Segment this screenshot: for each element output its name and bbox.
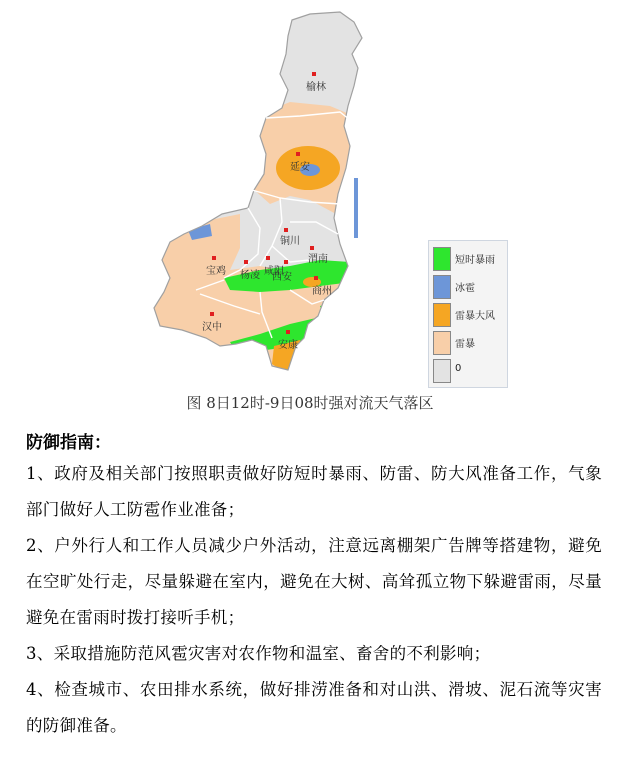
city-marker-xianyang [266, 256, 270, 260]
city-marker-shangzhou [314, 276, 318, 280]
guide-paragraph-2: 2、户外行人和工作人员减少户外活动，注意远离棚架广告牌等搭建物，避免在空旷处行走，尽量躲避在室内，避免在大树、高耸孤立物下躲避雷雨，尽量避免在雷雨时拨打接听手机； [26, 536, 602, 627]
guide-paragraph-4: 4、检查城市、农田排水系统，做好排涝准备和对山洪、滑坡、泥石流等灾害的防御准备。 [26, 680, 602, 735]
legend-label: 雷暴 [455, 339, 475, 350]
city-marker-xian [284, 260, 288, 264]
city-label-xian: 西安 [272, 272, 292, 283]
city-label-yangling: 杨凌 [240, 270, 260, 281]
city-label-baoji: 宝鸡 [206, 266, 226, 277]
city-label-shangzhou: 商州 [312, 286, 332, 297]
legend-label: 短时暴雨 [455, 255, 495, 266]
legend-label: 雷暴大风 [455, 311, 495, 322]
legend-swatch [433, 303, 451, 327]
legend-swatch [433, 247, 451, 271]
city-marker-ankang [286, 330, 290, 334]
legend-swatch [433, 359, 451, 383]
city-label-ankang: 安康 [278, 340, 298, 351]
city-label-xianyang: 咸阳 [264, 266, 284, 277]
city-marker-yulin [312, 72, 316, 76]
guide-paragraph-1: 1、政府及相关部门按照职责做好防短时暴雨、防雷、防大风准备工作，气象部门做好人工防雹作业准备； [26, 464, 602, 519]
legend-swatch [433, 275, 451, 299]
guide-paragraph-3: 3、采取措施防范风雹灾害对农作物和温室、畜舍的不利影响； [26, 644, 491, 663]
city-marker-yanan [296, 152, 300, 156]
city-label-yulin: 榆林 [306, 82, 326, 93]
right-edge-strip [354, 178, 358, 238]
guide-title: 防御指南： [26, 433, 111, 453]
legend-label: 0 [455, 363, 462, 374]
map-caption: 图 8日12时-9日08时强对流天气落区 [186, 394, 434, 412]
city-label-yanan: 延安 [290, 162, 310, 173]
city-marker-yangling [244, 260, 248, 264]
map-legend [428, 240, 508, 388]
city-label-hanzhong: 汉中 [202, 322, 222, 333]
short-rain-band-east [320, 298, 354, 318]
legend-swatch [433, 331, 451, 355]
legend-label: 冰雹 [455, 283, 475, 294]
city-label-weinan: 渭南 [308, 254, 328, 265]
city-label-tongchuan: 铜川 [280, 236, 300, 247]
city-marker-baoji [212, 256, 216, 260]
city-marker-hanzhong [210, 312, 214, 316]
